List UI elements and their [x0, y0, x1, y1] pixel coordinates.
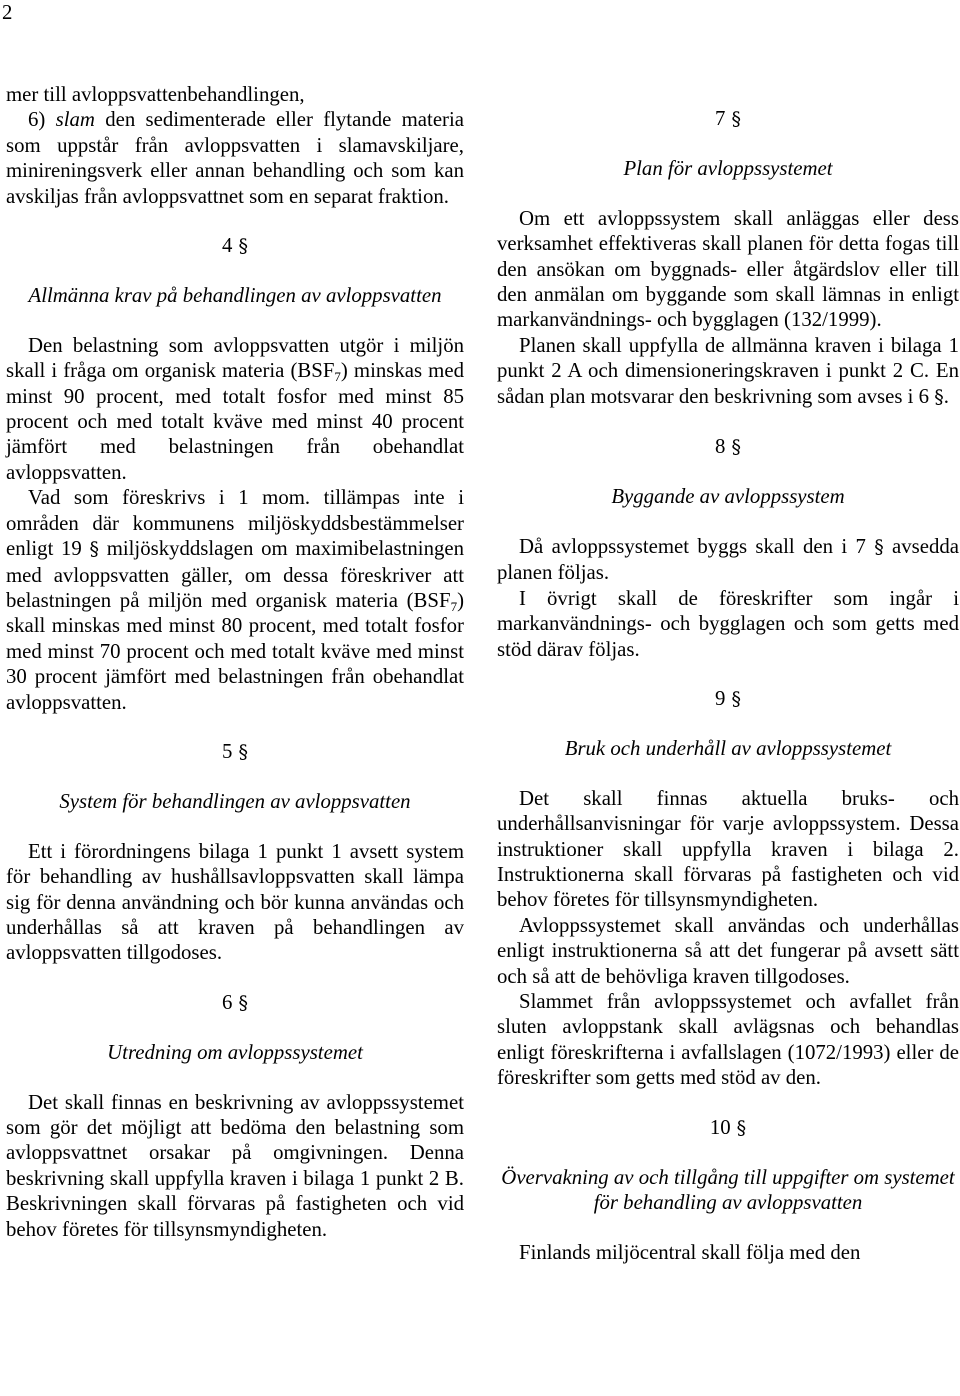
section-symbol: § [238, 991, 248, 1014]
term-slam: slam [55, 108, 95, 132]
section-9-title: Bruk och underhåll av avloppssystemet [564, 737, 892, 761]
section-4-paragraph-1: Den belastning som avloppsvatten utgör i miljön skall i fråga om organisk materia $(BSF_7)$ minskas med minst 90 procent, med totalt fosfor med minst 85 procent och med totalt kväve med minst 40 procent jämfört med belastningen från obehandlat avloppsvatten. [6, 333, 464, 484]
section-4-paragraph-2: Vad som föreskrivs i 1 mom. tillämpas inte i områden där kommunens miljöskyddsbestämmelser enligt 19 § miljöskyddslagen om maximibelastningen med avloppsvatten gäller, om dessa föreskriver att belastningen på miljön med organisk materia $(BSF_7)$ skall minskas med minst 80 procent, med totalt fosfor med minst 70 procent och med totalt kväve med minst 30 procent jämfört med belastningen från obehandlat avloppsvatten. [6, 486, 464, 714]
item-number: 6) [28, 108, 56, 132]
section-9-paragraph-2: Avloppssystemet skall användas och underhållas enligt instruktionerna så att det fungerar på avsett sätt och så att de behövliga kraven tillgodoses. [497, 913, 959, 988]
section-10-title: Övervakning av och tillgång till uppgifter om systemet för behandling av avloppsvatten [501, 1166, 955, 1215]
section-6-paragraph-1: Det skall finnas en beskrivning av avloppssystemet som gör det möjligt att bedöma den belastning som avloppsvattnet orsakar på omgivningen. Denna beskrivning skall uppfylla kraven i bilaga 1 punkt 2 B. Beskrivningen skall förvaras på fastigheten och vid behov företes för tillsynsmyndigheten. [6, 1090, 464, 1241]
left-column [6, 82, 464, 1242]
section-6-heading: 6 § [222, 990, 248, 1014]
section-symbol: § [89, 538, 100, 561]
section-6-title: Utredning om avloppssystemet [107, 1041, 363, 1065]
section-10-paragraph-1: Finlands miljöcentral skall följa med den [519, 1240, 861, 1264]
section-5-heading: 5 § [222, 739, 248, 763]
section-5-paragraph-1: Ett i förordningens bilaga 1 punkt 1 avsett system för behandling av hushållsavloppsvatten skall lämpa sig för denna användning och bör kunna användas och underhållas så att kraven på behandlingen av avloppsvatten tillgodoses. [6, 839, 464, 965]
section-4-title: Allmänna krav på behandlingen av avloppsvatten [28, 284, 442, 308]
section-symbol: § [731, 687, 741, 710]
section-5-title: System för behandlingen av avloppsvatten [59, 790, 411, 814]
section-7-paragraph-2: Planen skall uppfylla de allmänna kraven i bilaga 1 punkt 2 A och dimensioneringskraven i punkt 2 C. En sådan plan motsvarar den beskrivning som avses i 6 §. [497, 333, 959, 408]
section-symbol: § [731, 108, 741, 130]
section-8-title: Byggande av avloppssystem [611, 485, 845, 509]
section-7-heading: 7 § [715, 107, 741, 130]
section-9-paragraph-1: Det skall finnas aktuella bruks- och underhållsanvisningar för varje avloppssystem. Dessa instruktioner skall uppfylla kraven i bilaga 2. Instruktionerna skall förvaras på fastigheten och vid behov företes för tillsynsmyndigheten. [497, 786, 959, 912]
definition-item-6 [6, 107, 464, 209]
section-10-heading: 10 § [709, 1115, 747, 1139]
section-7-paragraph-1: Om ett avloppssystem skall anläggas eller dess verksamhet effektiveras skall planen för detta fogas till den ansökan om byggnads- eller åtgärdslov eller till den anmälan om byggande som skall lämnas in enligt markanvändnings- och bygglagen (132/1999). [497, 206, 959, 332]
section-symbol: § [238, 740, 248, 763]
section-symbol: § [238, 235, 248, 258]
section-symbol: § [731, 436, 741, 459]
section-symbol: § [736, 1116, 747, 1139]
definition-text: den sedimenterade eller flytande materia som uppstår från avloppsvatten i slamavskiljare, minireningsverk eller annan behandling och som kan avskiljas från avloppsvattnet som en separat fraktion. [6, 108, 464, 208]
section-9-paragraph-3: Slammet från avloppssystemet och avfallet från sluten avloppstank skall avlägsnas och behandlas enligt föreskrifterna i avfallslagen (1072/1993) eller de föreskrifter som getts med stöd av den. [497, 989, 959, 1090]
section-9-heading: 9 § [715, 686, 741, 710]
section-8-heading: 8 § [715, 435, 741, 459]
section-8-paragraph-1: Då avloppssystemet byggs skall den i 7 § avsedda planen följas. [497, 534, 959, 585]
section-4-heading: 4 § [222, 234, 248, 258]
section-symbol: § [874, 535, 884, 558]
right-column [497, 106, 959, 1265]
section-8-paragraph-2: I övrigt skall de föreskrifter som ingår i markanvändnings- och bygglagen och som getts med stöd därav följas. [497, 586, 959, 661]
section-symbol: § [934, 385, 944, 408]
intro-line-1: mer till avloppsvattenbehandlingen, [6, 83, 305, 106]
page-number: 2 [2, 1, 13, 24]
section-7-title: Plan för avloppssystemet [623, 157, 833, 181]
